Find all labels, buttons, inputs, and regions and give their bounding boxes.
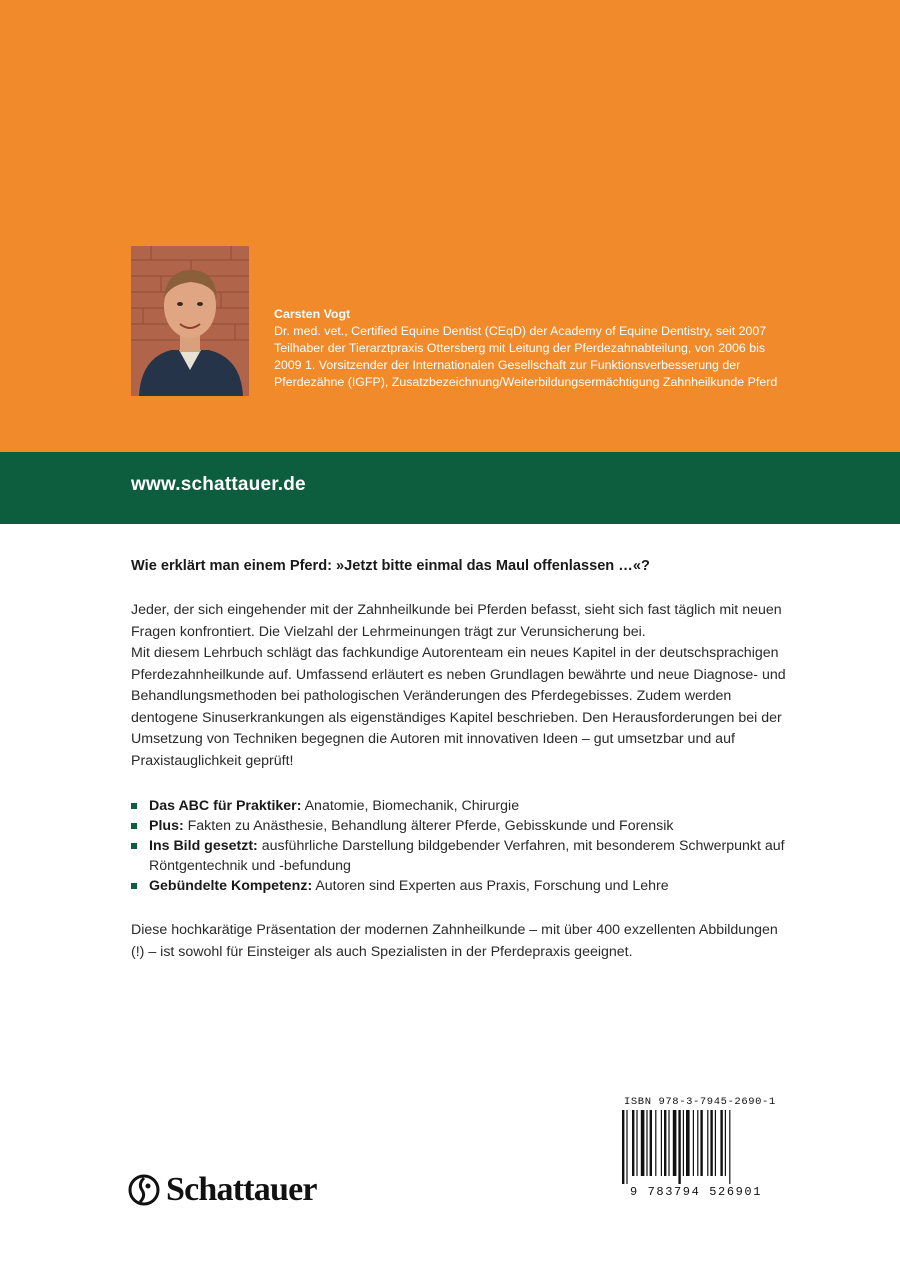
barcode-digits: 9 783794 526901 xyxy=(630,1185,763,1199)
author-portrait-image xyxy=(131,246,249,396)
feature-text: ausführliche Darstellung bildgebender Verfahren, mit besonderem Schwerpunkt auf Röntgentechnik und -befundung xyxy=(149,838,785,874)
publisher-name: Schattauer xyxy=(166,1171,317,1208)
feature-item xyxy=(131,836,786,876)
author-bio xyxy=(274,306,794,391)
headline: Wie erklärt man einem Pferd: »Jetzt bitte einmal das Maul offenlassen …«? xyxy=(131,558,650,574)
bullet-icon xyxy=(131,843,137,849)
isbn-block xyxy=(620,1096,786,1199)
author-name: Carsten Vogt xyxy=(274,307,351,321)
feature-text: Autoren sind Experten aus Praxis, Forschung und Lehre xyxy=(312,878,669,894)
intro-paragraph-1: Jeder, der sich eingehender mit der Zahnheilkunde bei Pferden befasst, sieht sich fast täglich mit neuen Fragen konfrontiert. Die Vielzahl der Lehrmeinungen trägt zur Verunsicherung bei. xyxy=(131,602,782,640)
intro-paragraph-2: Mit diesem Lehrbuch schlägt das fachkundige Autorenteam ein neues Kapitel in der deutschsprachigen Pferdezahnheilkunde auf. Umfassend erläutert es neben Grundlagen bewährte und neue Diagnose- und Behandlungsmethoden bei pathologischen Veränderungen des Pferdegebisses. Zudem werden dentogene Sinuserkrankungen als eigenständiges Kapitel beschrieben. Den Herausforderungen bei der Umsetzung von Techniken begegnen die Autoren mit innovativen Ideen – gut umsetzbar und auf Praxistauglichkeit geprüft! xyxy=(131,645,786,769)
feature-text: Fakten zu Anästhesie, Behandlung älterer Pferde, Gebisskunde und Forensik xyxy=(183,818,674,834)
blurb-section xyxy=(131,558,786,963)
feature-label: Das ABC für Praktiker: xyxy=(149,798,302,814)
publisher-emblem-icon xyxy=(128,1174,160,1206)
author-photo xyxy=(131,246,249,396)
website-link[interactable]: www.schattauer.de xyxy=(131,474,306,495)
feature-item xyxy=(131,876,786,896)
bullet-icon xyxy=(131,883,137,889)
isbn-number: ISBN 978-3-7945-2690-1 xyxy=(624,1096,776,1108)
author-bio-text: Dr. med. vet., Certified Equine Dentist (CEqD) der Academy of Equine Dentistry, seit 2007 Teilhaber der Tierarztpraxis Ottersberg mit Leitung der Pferdezahnabteilung, von 2006 bis 2009 1. Vorsitzender der Internationalen Gesellschaft zur Funktionsverbesserung der Pferdezähne (IGFP), Zusatzbezeichnung/Weiterbildungsermächtigung Zahnheilkunde Pferd xyxy=(274,324,778,389)
feature-item xyxy=(131,796,786,816)
closing-text: Diese hochkarätige Präsentation der modernen Zahnheilkunde – mit über 400 exzellenten Abbildungen (!) – ist sowohl für Einsteiger als auch Spezialisten in der Pferdepraxis geeignet. xyxy=(131,922,778,960)
feature-text: Anatomie, Biomechanik, Chirurgie xyxy=(301,798,520,814)
feature-item xyxy=(131,816,786,836)
feature-label: Ins Bild gesetzt: xyxy=(149,838,258,854)
intro-text xyxy=(131,600,786,772)
publisher-logo xyxy=(128,1170,317,1210)
feature-label: Plus: xyxy=(149,818,184,834)
feature-label: Gebündelte Kompetenz: xyxy=(149,878,313,894)
bullet-icon xyxy=(131,823,137,829)
feature-list xyxy=(131,796,786,896)
barcode-icon xyxy=(620,1110,762,1184)
bullet-icon xyxy=(131,803,137,809)
